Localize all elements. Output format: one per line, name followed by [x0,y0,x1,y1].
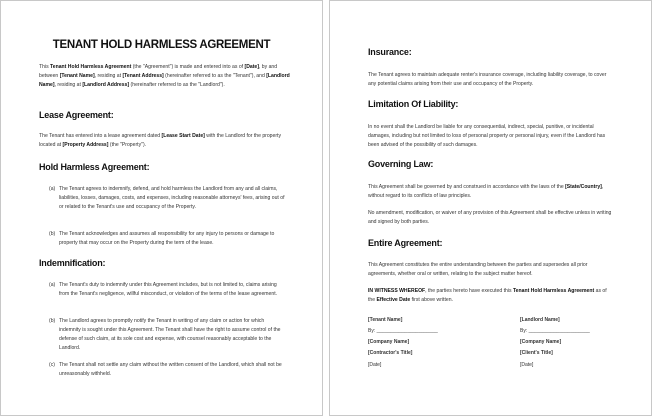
insurance-paragraph: The Tenant agrees to maintain adequate renter's insurance coverage, including liability coverage, to cover any potential claims arising from their use and occupancy of the Property. [368,72,607,87]
tenant-company: [Company Name] [368,339,410,345]
amendment-paragraph: No amendment, modification, or waiver of any provision of this Agreement shall be effective unless in writing and signed by both parties. [368,210,612,225]
indemnification-item-a: (a) The Tenant's duty to indemnify under this Agreement includes, but is not limited to, claims arising from the Tenant's negligence, willful misconduct, or violation of the terms of the lease agreement. [49,282,278,297]
tenant-title: [Contractor's Title] [368,350,413,356]
indemnification-item-c: (c) The Tenant shall not settle any claim without the written consent of the Landlord, which shall not be unreasonably withheld. [49,362,282,377]
landlord-name: [Landlord Name] [520,317,560,323]
indemnification-heading: Indemnification: [39,258,106,268]
landlord-signature-line[interactable]: By: ______________________ [520,328,590,334]
hold-harmless-heading: Hold Harmless Agreement: [39,162,150,172]
document-page-1 [0,0,323,416]
intro-paragraph: This Tenant Hold Harmless Agreement (the "Agreement") is made and entered into as of [Date], by and between [Tenant Name], residing at [Tenant Address] (hereinafter referred to as the "Tenant"), and [Landlord Name], residing at [Landlord Address] (hereinafter referred to as the "Landlord"). [39,64,290,88]
document-title: TENANT HOLD HARMLESS AGREEMENT [52,39,271,51]
limitation-heading: Limitation Of Liability: [368,99,459,109]
landlord-company: [Company Name] [520,339,562,345]
lease-paragraph: The Tenant has entered into a lease agreement dated [Lease Start Date] with the Landlord for the property located at [Property Address] (the "Property"). [39,133,282,148]
governing-law-heading: Governing Law: [368,159,434,169]
governing-law-paragraph: This Agreement shall be governed by and construed in accordance with the laws of the [State/Country], without regard to its conflicts of law principles. [368,184,604,199]
hold-harmless-item-a: (a) The Tenant agrees to indemnify, defend, and hold harmless the Landlord from any and all claims, liabilities, losses, damages, costs, and expenses, including reasonable attorneys' fees, arising out of or related to the Tenant's use and occupancy of the Property. [49,186,285,210]
entire-agreement-paragraph: This Agreement constitutes the entire understanding between the parties and supersedes all prior agreements, whether oral or written, relating to the subject matter hereof. [368,262,588,277]
document-page-2 [329,0,652,416]
indemnification-item-b: (b) The Landlord agrees to promptly notify the Tenant in writing of any claim or action for which indemnity is sought under this Agreement. The Tenant shall have the right to assume control of the defense of such claim, at its sole cost and expense, with counsel reasonably acceptable to the Landlord. [49,318,281,351]
witness-paragraph: IN WITNESS WHEREOF, the parties hereto have executed this Tenant Hold Harmless Agreement as of the Effective Date first above written. [368,288,607,303]
insurance-heading: Insurance: [368,47,412,57]
hold-harmless-item-b: (b) The Tenant acknowledges and assumes all responsibility for any injury to persons or damage to property that may occur on the Property during the term of the lease. [49,231,275,246]
tenant-date: [Date] [368,362,382,368]
tenant-signature-line[interactable]: By: ______________________ [368,328,438,334]
entire-agreement-heading: Entire Agreement: [368,238,443,248]
lease-heading: Lease Agreement: [39,110,114,120]
landlord-title: [Client's Title] [520,350,553,356]
limitation-paragraph: In no event shall the Landlord be liable for any consequential, indirect, special, punitive, or incidental damages, including but not limited to loss of personal property or personal injury, even if the Landlord has been advised of the possibility of such damages. [368,124,606,148]
tenant-name: [Tenant Name] [368,317,403,323]
landlord-date: [Date] [520,362,534,368]
